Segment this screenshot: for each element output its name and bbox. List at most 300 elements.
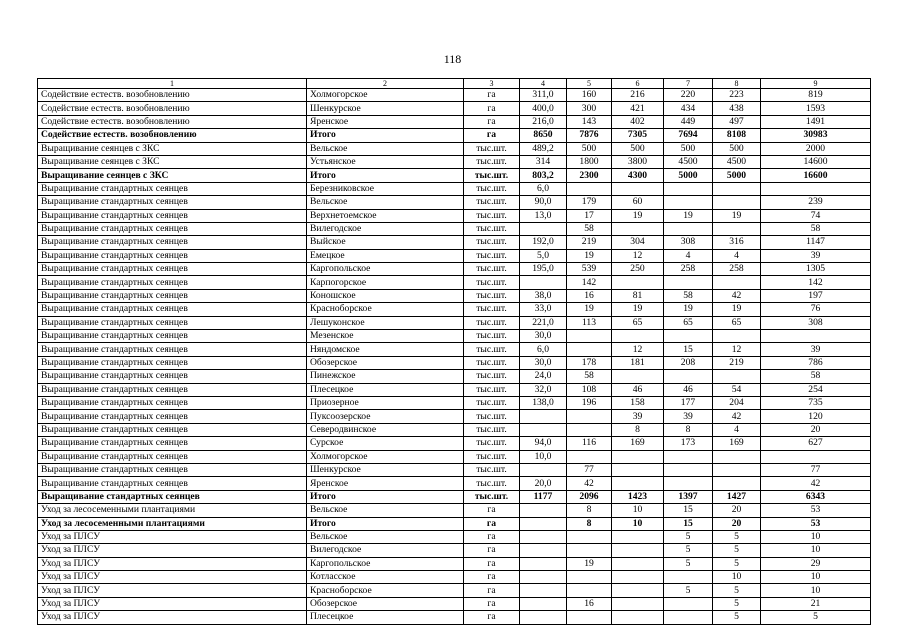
value-cell [664, 370, 713, 383]
value-cell: 65 [664, 316, 713, 329]
table-row [38, 584, 871, 597]
unit-cell: тыс.шт. [464, 182, 520, 195]
table-row [38, 410, 871, 423]
unit-cell: тыс.шт. [464, 276, 520, 289]
value-cell [520, 611, 567, 624]
table-row [38, 263, 871, 276]
value-cell: 258 [664, 263, 713, 276]
value-cell: 1427 [713, 490, 761, 503]
total-cell: 10 [761, 584, 871, 597]
value-cell: 7876 [567, 129, 612, 142]
value-cell: 220 [664, 89, 713, 102]
value-cell [612, 182, 664, 195]
total-cell: 20 [761, 423, 871, 436]
value-cell: 19 [664, 303, 713, 316]
district-cell: Обозерское [307, 597, 464, 610]
table-row [38, 571, 871, 584]
unit-cell: тыс.шт. [464, 303, 520, 316]
value-cell: 4500 [713, 155, 761, 168]
value-cell: 196 [567, 396, 612, 409]
value-cell: 8 [567, 504, 612, 517]
value-cell: 3800 [612, 155, 664, 168]
total-cell: 76 [761, 303, 871, 316]
district-cell: Яренское [307, 477, 464, 490]
district-cell: Сурское [307, 437, 464, 450]
value-cell [567, 450, 612, 463]
total-cell: 1491 [761, 115, 871, 128]
value-cell [664, 477, 713, 490]
total-cell: 1593 [761, 102, 871, 115]
value-cell: 30,0 [520, 356, 567, 369]
unit-cell: тыс.шт. [464, 490, 520, 503]
activity-cell: Выращивание стандартных сеянцев [38, 370, 307, 383]
value-cell: 12 [713, 343, 761, 356]
value-cell: 19 [664, 209, 713, 222]
total-cell: 627 [761, 437, 871, 450]
activity-cell: Содействие естеств. возобновлению [38, 129, 307, 142]
value-cell: 250 [612, 263, 664, 276]
value-cell: 2300 [567, 169, 612, 182]
value-cell: 158 [612, 396, 664, 409]
value-cell: 42 [713, 289, 761, 302]
value-cell: 46 [664, 383, 713, 396]
unit-cell: тыс.шт. [464, 423, 520, 436]
value-cell [612, 330, 664, 343]
value-cell: 58 [567, 222, 612, 235]
total-row [38, 490, 871, 503]
table-row [38, 209, 871, 222]
table-row [38, 142, 871, 155]
value-cell [664, 571, 713, 584]
value-cell [713, 463, 761, 476]
value-cell: 19 [567, 303, 612, 316]
value-cell: 17 [567, 209, 612, 222]
value-cell: 5 [713, 557, 761, 570]
value-cell [713, 276, 761, 289]
value-cell [713, 450, 761, 463]
value-cell: 24,0 [520, 370, 567, 383]
district-cell: Яренское [307, 115, 464, 128]
header-cell: 6 [612, 79, 664, 89]
activity-cell: Уход за ПЛСУ [38, 557, 307, 570]
district-cell: Холмогорское [307, 450, 464, 463]
value-cell: 169 [612, 437, 664, 450]
value-cell: 42 [567, 477, 612, 490]
value-cell: 500 [664, 142, 713, 155]
table-row [38, 343, 871, 356]
value-cell [520, 276, 567, 289]
value-cell: 60 [612, 196, 664, 209]
header-row [38, 79, 871, 89]
table-row [38, 597, 871, 610]
value-cell: 58 [567, 370, 612, 383]
district-cell: Плесецкое [307, 383, 464, 396]
value-cell: 219 [713, 356, 761, 369]
value-cell [567, 571, 612, 584]
value-cell: 142 [567, 276, 612, 289]
unit-cell: тыс.шт. [464, 209, 520, 222]
table-row [38, 557, 871, 570]
value-cell [520, 517, 567, 530]
value-cell [567, 423, 612, 436]
district-cell: Устьянское [307, 155, 464, 168]
activity-cell: Выращивание стандартных сеянцев [38, 330, 307, 343]
data-table [37, 78, 871, 625]
unit-cell: тыс.шт. [464, 437, 520, 450]
table-row [38, 463, 871, 476]
value-cell [664, 222, 713, 235]
value-cell: 5 [713, 530, 761, 543]
activity-cell: Содействие естеств. возобновлению [38, 115, 307, 128]
district-cell: Котласское [307, 571, 464, 584]
activity-cell: Содействие естеств. возобновлению [38, 89, 307, 102]
value-cell: 8 [664, 423, 713, 436]
value-cell: 1177 [520, 490, 567, 503]
value-cell: 316 [713, 236, 761, 249]
value-cell [520, 544, 567, 557]
table-body [38, 79, 871, 625]
value-cell: 311,0 [520, 89, 567, 102]
table-row [38, 370, 871, 383]
unit-cell: га [464, 584, 520, 597]
district-cell: Емецкое [307, 249, 464, 262]
value-cell: 500 [567, 142, 612, 155]
total-cell: 16600 [761, 169, 871, 182]
unit-cell: тыс.шт. [464, 289, 520, 302]
header-cell: 4 [520, 79, 567, 89]
district-cell: Вилегодское [307, 544, 464, 557]
value-cell: 204 [713, 396, 761, 409]
unit-cell: га [464, 557, 520, 570]
activity-cell: Уход за ПЛСУ [38, 530, 307, 543]
value-cell: 304 [612, 236, 664, 249]
table-row [38, 316, 871, 329]
activity-cell: Выращивание стандартных сеянцев [38, 276, 307, 289]
value-cell [713, 196, 761, 209]
district-cell: Красноборское [307, 584, 464, 597]
unit-cell: га [464, 530, 520, 543]
table-row [38, 544, 871, 557]
value-cell: 15 [664, 343, 713, 356]
total-row [38, 517, 871, 530]
value-cell: 65 [713, 316, 761, 329]
unit-cell: тыс.шт. [464, 330, 520, 343]
value-cell: 108 [567, 383, 612, 396]
table-row [38, 222, 871, 235]
activity-cell: Выращивание стандартных сеянцев [38, 196, 307, 209]
table-row [38, 611, 871, 624]
value-cell: 5000 [664, 169, 713, 182]
unit-cell: тыс.шт. [464, 142, 520, 155]
total-cell: 786 [761, 356, 871, 369]
value-cell: 19 [612, 209, 664, 222]
header-cell: 5 [567, 79, 612, 89]
header-cell: 9 [761, 79, 871, 89]
activity-cell: Выращивание стандартных сеянцев [38, 410, 307, 423]
value-cell: 169 [713, 437, 761, 450]
activity-cell: Уход за ПЛСУ [38, 571, 307, 584]
value-cell [612, 584, 664, 597]
total-cell [761, 450, 871, 463]
value-cell: 15 [664, 504, 713, 517]
value-cell [664, 597, 713, 610]
total-cell: 5 [761, 611, 871, 624]
value-cell: 5 [713, 584, 761, 597]
unit-cell: тыс.шт. [464, 222, 520, 235]
value-cell: 300 [567, 102, 612, 115]
value-cell [664, 330, 713, 343]
value-cell [520, 222, 567, 235]
table-row [38, 289, 871, 302]
value-cell [612, 611, 664, 624]
total-cell: 30983 [761, 129, 871, 142]
value-cell: 113 [567, 316, 612, 329]
value-cell: 308 [664, 236, 713, 249]
value-cell: 5 [664, 557, 713, 570]
value-cell [664, 450, 713, 463]
value-cell: 1397 [664, 490, 713, 503]
value-cell [612, 450, 664, 463]
value-cell: 314 [520, 155, 567, 168]
value-cell [713, 370, 761, 383]
total-cell: 1305 [761, 263, 871, 276]
district-cell: Вилегодское [307, 222, 464, 235]
header-cell: 7 [664, 79, 713, 89]
total-cell: 308 [761, 316, 871, 329]
total-cell: 1147 [761, 236, 871, 249]
activity-cell: Выращивание стандартных сеянцев [38, 343, 307, 356]
value-cell: 10 [612, 517, 664, 530]
value-cell: 19 [567, 557, 612, 570]
total-cell: 10 [761, 530, 871, 543]
total-cell: 29 [761, 557, 871, 570]
activity-cell: Выращивание стандартных сеянцев [38, 236, 307, 249]
total-cell: 142 [761, 276, 871, 289]
unit-cell: тыс.шт. [464, 396, 520, 409]
district-cell: Коношское [307, 289, 464, 302]
total-cell: 77 [761, 463, 871, 476]
total-cell: 10 [761, 544, 871, 557]
value-cell: 5 [664, 530, 713, 543]
district-cell: Итого [307, 490, 464, 503]
value-cell: 90,0 [520, 196, 567, 209]
district-cell: Каргопольское [307, 263, 464, 276]
activity-cell: Выращивание стандартных сеянцев [38, 450, 307, 463]
total-cell: 254 [761, 383, 871, 396]
activity-cell: Выращивание стандартных сеянцев [38, 423, 307, 436]
activity-cell: Уход за ПЛСУ [38, 611, 307, 624]
value-cell: 5 [664, 584, 713, 597]
unit-cell: га [464, 129, 520, 142]
value-cell [612, 544, 664, 557]
value-cell [713, 222, 761, 235]
activity-cell: Уход за ПЛСУ [38, 544, 307, 557]
total-cell: 21 [761, 597, 871, 610]
district-cell: Итого [307, 129, 464, 142]
total-row [38, 129, 871, 142]
value-cell: 500 [612, 142, 664, 155]
value-cell [567, 410, 612, 423]
table-row [38, 504, 871, 517]
activity-cell: Выращивание стандартных сеянцев [38, 477, 307, 490]
value-cell: 6,0 [520, 343, 567, 356]
value-cell [567, 330, 612, 343]
value-cell: 7694 [664, 129, 713, 142]
header-cell: 8 [713, 79, 761, 89]
unit-cell: га [464, 115, 520, 128]
table-row [38, 249, 871, 262]
unit-cell: тыс.шт. [464, 263, 520, 276]
value-cell [713, 182, 761, 195]
unit-cell: тыс.шт. [464, 316, 520, 329]
value-cell: 20 [713, 517, 761, 530]
value-cell: 8 [567, 517, 612, 530]
value-cell: 58 [664, 289, 713, 302]
value-cell: 30,0 [520, 330, 567, 343]
value-cell: 5000 [713, 169, 761, 182]
unit-cell: га [464, 544, 520, 557]
value-cell: 449 [664, 115, 713, 128]
district-cell: Няндомское [307, 343, 464, 356]
value-cell: 19 [713, 209, 761, 222]
unit-cell: тыс.шт. [464, 450, 520, 463]
value-cell: 219 [567, 236, 612, 249]
table-row [38, 330, 871, 343]
total-cell: 120 [761, 410, 871, 423]
unit-cell: тыс.шт. [464, 370, 520, 383]
table-row [38, 477, 871, 490]
value-cell: 5 [713, 597, 761, 610]
unit-cell: тыс.шт. [464, 196, 520, 209]
unit-cell: га [464, 611, 520, 624]
value-cell [612, 557, 664, 570]
value-cell [664, 463, 713, 476]
district-cell: Итого [307, 517, 464, 530]
value-cell: 160 [567, 89, 612, 102]
value-cell: 4 [664, 249, 713, 262]
total-cell: 6343 [761, 490, 871, 503]
total-cell: 58 [761, 370, 871, 383]
value-cell [713, 330, 761, 343]
unit-cell: га [464, 89, 520, 102]
value-cell: 5 [664, 544, 713, 557]
value-cell: 32,0 [520, 383, 567, 396]
total-cell: 58 [761, 222, 871, 235]
table-row [38, 182, 871, 195]
value-cell: 216 [612, 89, 664, 102]
value-cell: 10,0 [520, 450, 567, 463]
value-cell [612, 477, 664, 490]
activity-cell: Выращивание стандартных сеянцев [38, 263, 307, 276]
district-cell: Шенкурское [307, 463, 464, 476]
value-cell [567, 584, 612, 597]
unit-cell: тыс.шт. [464, 463, 520, 476]
total-cell: 39 [761, 343, 871, 356]
unit-cell: тыс.шт. [464, 236, 520, 249]
district-cell: Мезенское [307, 330, 464, 343]
activity-cell: Выращивание стандартных сеянцев [38, 222, 307, 235]
table-row [38, 89, 871, 102]
unit-cell: га [464, 597, 520, 610]
unit-cell: га [464, 504, 520, 517]
activity-cell: Уход за ПЛСУ [38, 597, 307, 610]
value-cell: 8 [612, 423, 664, 436]
value-cell: 4300 [612, 169, 664, 182]
value-cell: 438 [713, 102, 761, 115]
district-cell: Березниковское [307, 182, 464, 195]
district-cell: Пуксоозерское [307, 410, 464, 423]
total-cell: 14600 [761, 155, 871, 168]
value-cell: 94,0 [520, 437, 567, 450]
value-cell [664, 611, 713, 624]
value-cell: 2096 [567, 490, 612, 503]
header-cell: 3 [464, 79, 520, 89]
district-cell: Обозерское [307, 356, 464, 369]
value-cell: 208 [664, 356, 713, 369]
district-cell: Красноборское [307, 303, 464, 316]
table-row [38, 115, 871, 128]
total-cell: 39 [761, 249, 871, 262]
value-cell: 7305 [612, 129, 664, 142]
total-cell: 239 [761, 196, 871, 209]
value-cell [612, 222, 664, 235]
activity-cell: Уход за ПЛСУ [38, 584, 307, 597]
value-cell [520, 423, 567, 436]
table-row [38, 236, 871, 249]
value-cell [664, 182, 713, 195]
district-cell: Каргопольское [307, 557, 464, 570]
value-cell [713, 477, 761, 490]
district-cell: Вельское [307, 504, 464, 517]
value-cell: 497 [713, 115, 761, 128]
activity-cell: Уход за лесосеменными плантациями [38, 517, 307, 530]
value-cell: 16 [567, 597, 612, 610]
total-cell: 819 [761, 89, 871, 102]
value-cell: 77 [567, 463, 612, 476]
district-cell: Вельское [307, 530, 464, 543]
value-cell: 6,0 [520, 182, 567, 195]
header-cell: 1 [38, 79, 307, 89]
value-cell: 16 [567, 289, 612, 302]
value-cell: 195,0 [520, 263, 567, 276]
value-cell: 173 [664, 437, 713, 450]
activity-cell: Выращивание стандартных сеянцев [38, 209, 307, 222]
district-cell: Холмогорское [307, 89, 464, 102]
activity-cell: Выращивание сеянцев с ЗКС [38, 155, 307, 168]
value-cell: 192,0 [520, 236, 567, 249]
value-cell [612, 463, 664, 476]
total-cell [761, 330, 871, 343]
value-cell: 46 [612, 383, 664, 396]
unit-cell: тыс.шт. [464, 410, 520, 423]
value-cell: 178 [567, 356, 612, 369]
value-cell: 4 [713, 249, 761, 262]
activity-cell: Выращивание стандартных сеянцев [38, 396, 307, 409]
value-cell [612, 276, 664, 289]
value-cell: 39 [664, 410, 713, 423]
value-cell: 20,0 [520, 477, 567, 490]
table-row [38, 396, 871, 409]
value-cell: 8108 [713, 129, 761, 142]
table-row [38, 303, 871, 316]
value-cell: 489,2 [520, 142, 567, 155]
activity-cell: Выращивание стандартных сеянцев [38, 383, 307, 396]
table-row [38, 450, 871, 463]
total-cell: 2000 [761, 142, 871, 155]
total-cell: 197 [761, 289, 871, 302]
district-cell: Верхнетоемское [307, 209, 464, 222]
table-row [38, 423, 871, 436]
